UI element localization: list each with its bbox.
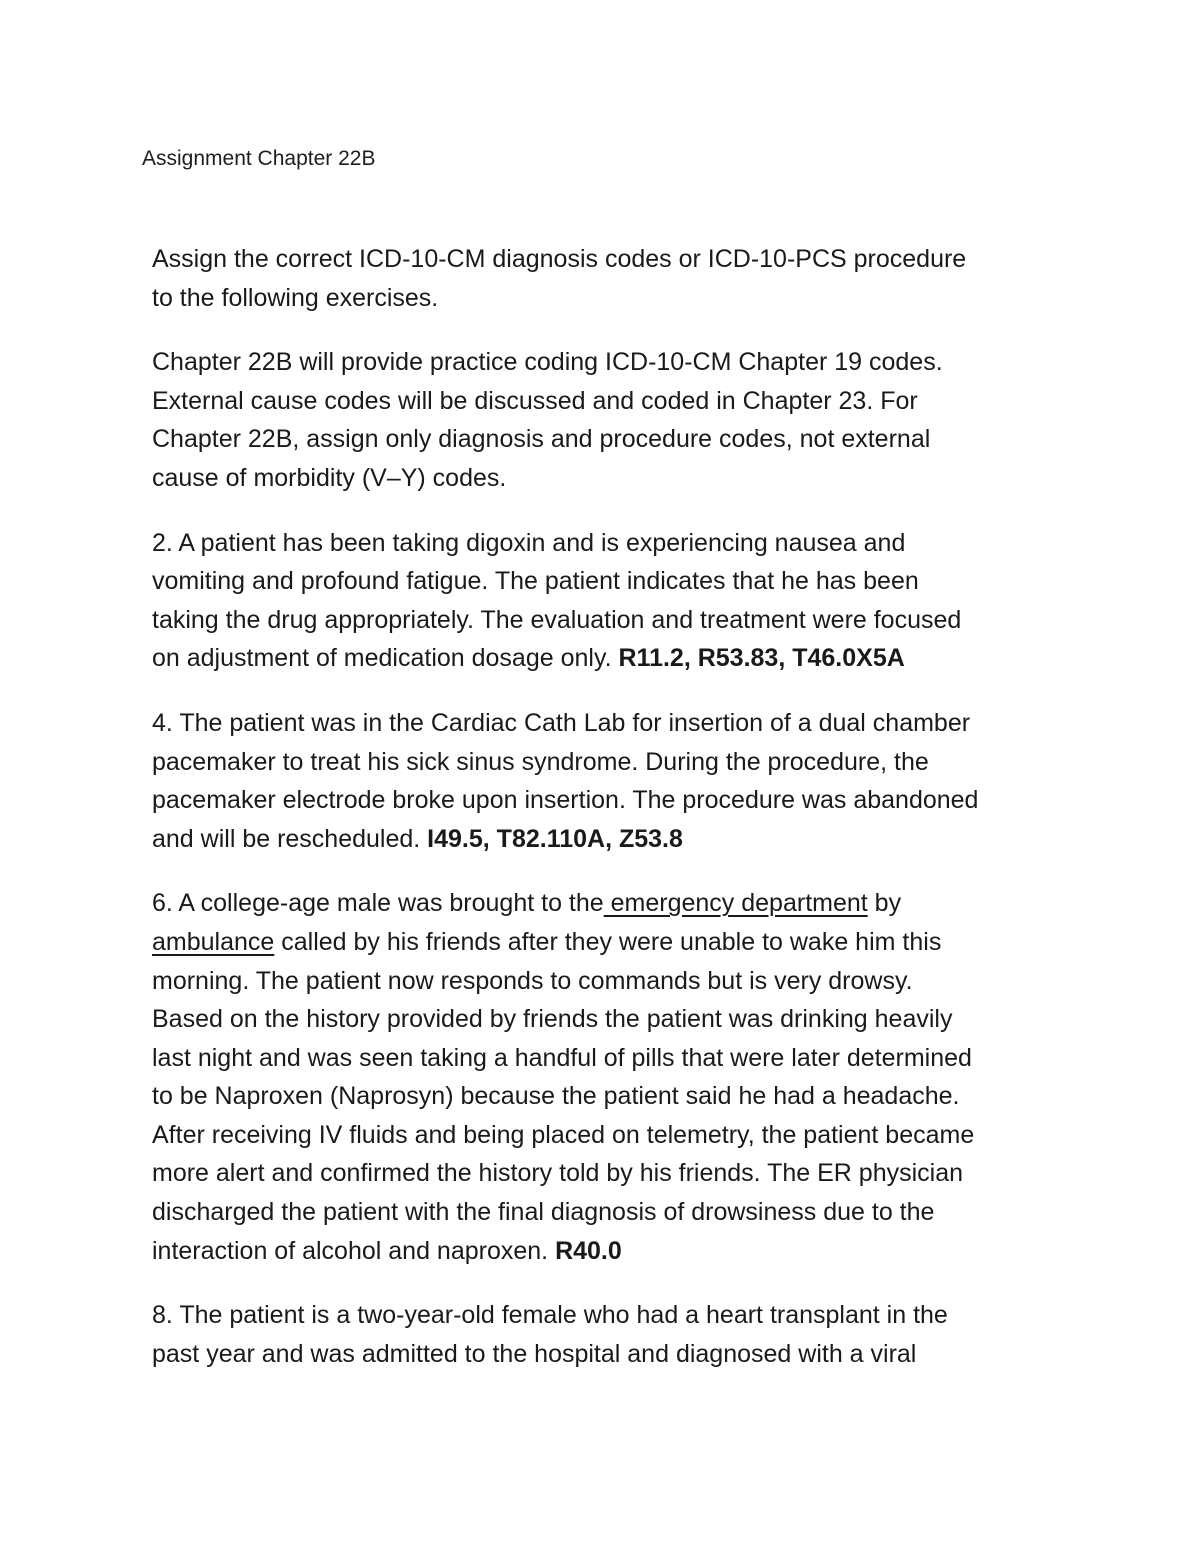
text-line — [152, 639, 1062, 678]
text-line: morning. The patient now responds to commands but is very drowsy. — [152, 966, 913, 995]
document-body — [152, 240, 1062, 1399]
text-line: more alert and confirmed the history told by his friends. The ER physician — [152, 1159, 964, 1188]
text-line: External cause codes will be discussed and coded in Chapter 23. For — [152, 386, 918, 415]
text-line: 2. A patient has been taking digoxin and is experiencing nausea and — [152, 528, 906, 557]
text-line: Chapter 22B, assign only diagnosis and procedure codes, not external — [152, 425, 931, 454]
answer-codes: R40.0 — [555, 1236, 622, 1265]
text-line: Chapter 22B will provide practice coding ICD-10-CM Chapter 19 codes. — [152, 348, 943, 377]
exercise-6 — [152, 884, 1062, 1270]
text-line: past year and was admitted to the hospital and diagnosed with a viral — [152, 1339, 917, 1368]
exercise-text: interaction of alcohol and naproxen. — [152, 1236, 556, 1265]
ambulance-link[interactable]: ambulance — [152, 927, 275, 956]
text-line — [152, 923, 1062, 962]
exercise-text: by — [867, 889, 902, 918]
exercise-text: called by his friends after they were unable to wake him this — [274, 927, 942, 956]
text-line: pacemaker to treat his sick sinus syndrome. During the procedure, the — [152, 747, 929, 776]
text-line — [152, 1232, 1062, 1271]
text-line: Based on the history provided by friends the patient was drinking heavily — [152, 1005, 953, 1034]
answer-codes: R11.2, R53.83, T46.0X5A — [618, 644, 905, 673]
text-line — [152, 884, 1062, 923]
exercise-2 — [152, 524, 1062, 678]
text-line — [152, 820, 1062, 859]
document-title: Assignment Chapter 22B — [142, 147, 376, 170]
text-line: taking the drug appropriately. The evaluation and treatment were focused — [152, 605, 962, 634]
text-line: to be Naproxen (Naprosyn) because the patient said he had a headache. — [152, 1082, 960, 1111]
exercise-4 — [152, 704, 1062, 858]
note-paragraph — [152, 343, 1062, 497]
text-line: vomiting and profound fatigue. The patient indicates that he has been — [152, 567, 919, 596]
text-line: last night and was seen taking a handful of pills that were later determined — [152, 1043, 972, 1072]
exercise-8 — [152, 1296, 1062, 1373]
instructions-paragraph — [152, 240, 1062, 317]
answer-codes: I49.5, T82.110A, Z53.8 — [427, 824, 683, 853]
text-line: discharged the patient with the final diagnosis of drowsiness due to the — [152, 1198, 935, 1227]
exercise-text: 6. A college-age male was brought to the — [152, 889, 604, 918]
text-line: After receiving IV fluids and being placed on telemetry, the patient became — [152, 1120, 975, 1149]
exercise-text: on adjustment of medication dosage only. — [152, 644, 619, 673]
text-line: 4. The patient was in the Cardiac Cath Lab for insertion of a dual chamber — [152, 708, 971, 737]
text-line: 8. The patient is a two-year-old female who had a heart transplant in the — [152, 1301, 948, 1330]
emergency-department-link[interactable]: emergency department — [603, 889, 868, 918]
exercise-text: and will be rescheduled. — [152, 824, 428, 853]
text-line: pacemaker electrode broke upon insertion. The procedure was abandoned — [152, 786, 979, 815]
text-line: to the following exercises. — [152, 283, 439, 312]
text-line: Assign the correct ICD-10-CM diagnosis codes or ICD-10-PCS procedure — [152, 245, 967, 273]
text-line: cause of morbidity (V–Y) codes. — [152, 463, 507, 492]
